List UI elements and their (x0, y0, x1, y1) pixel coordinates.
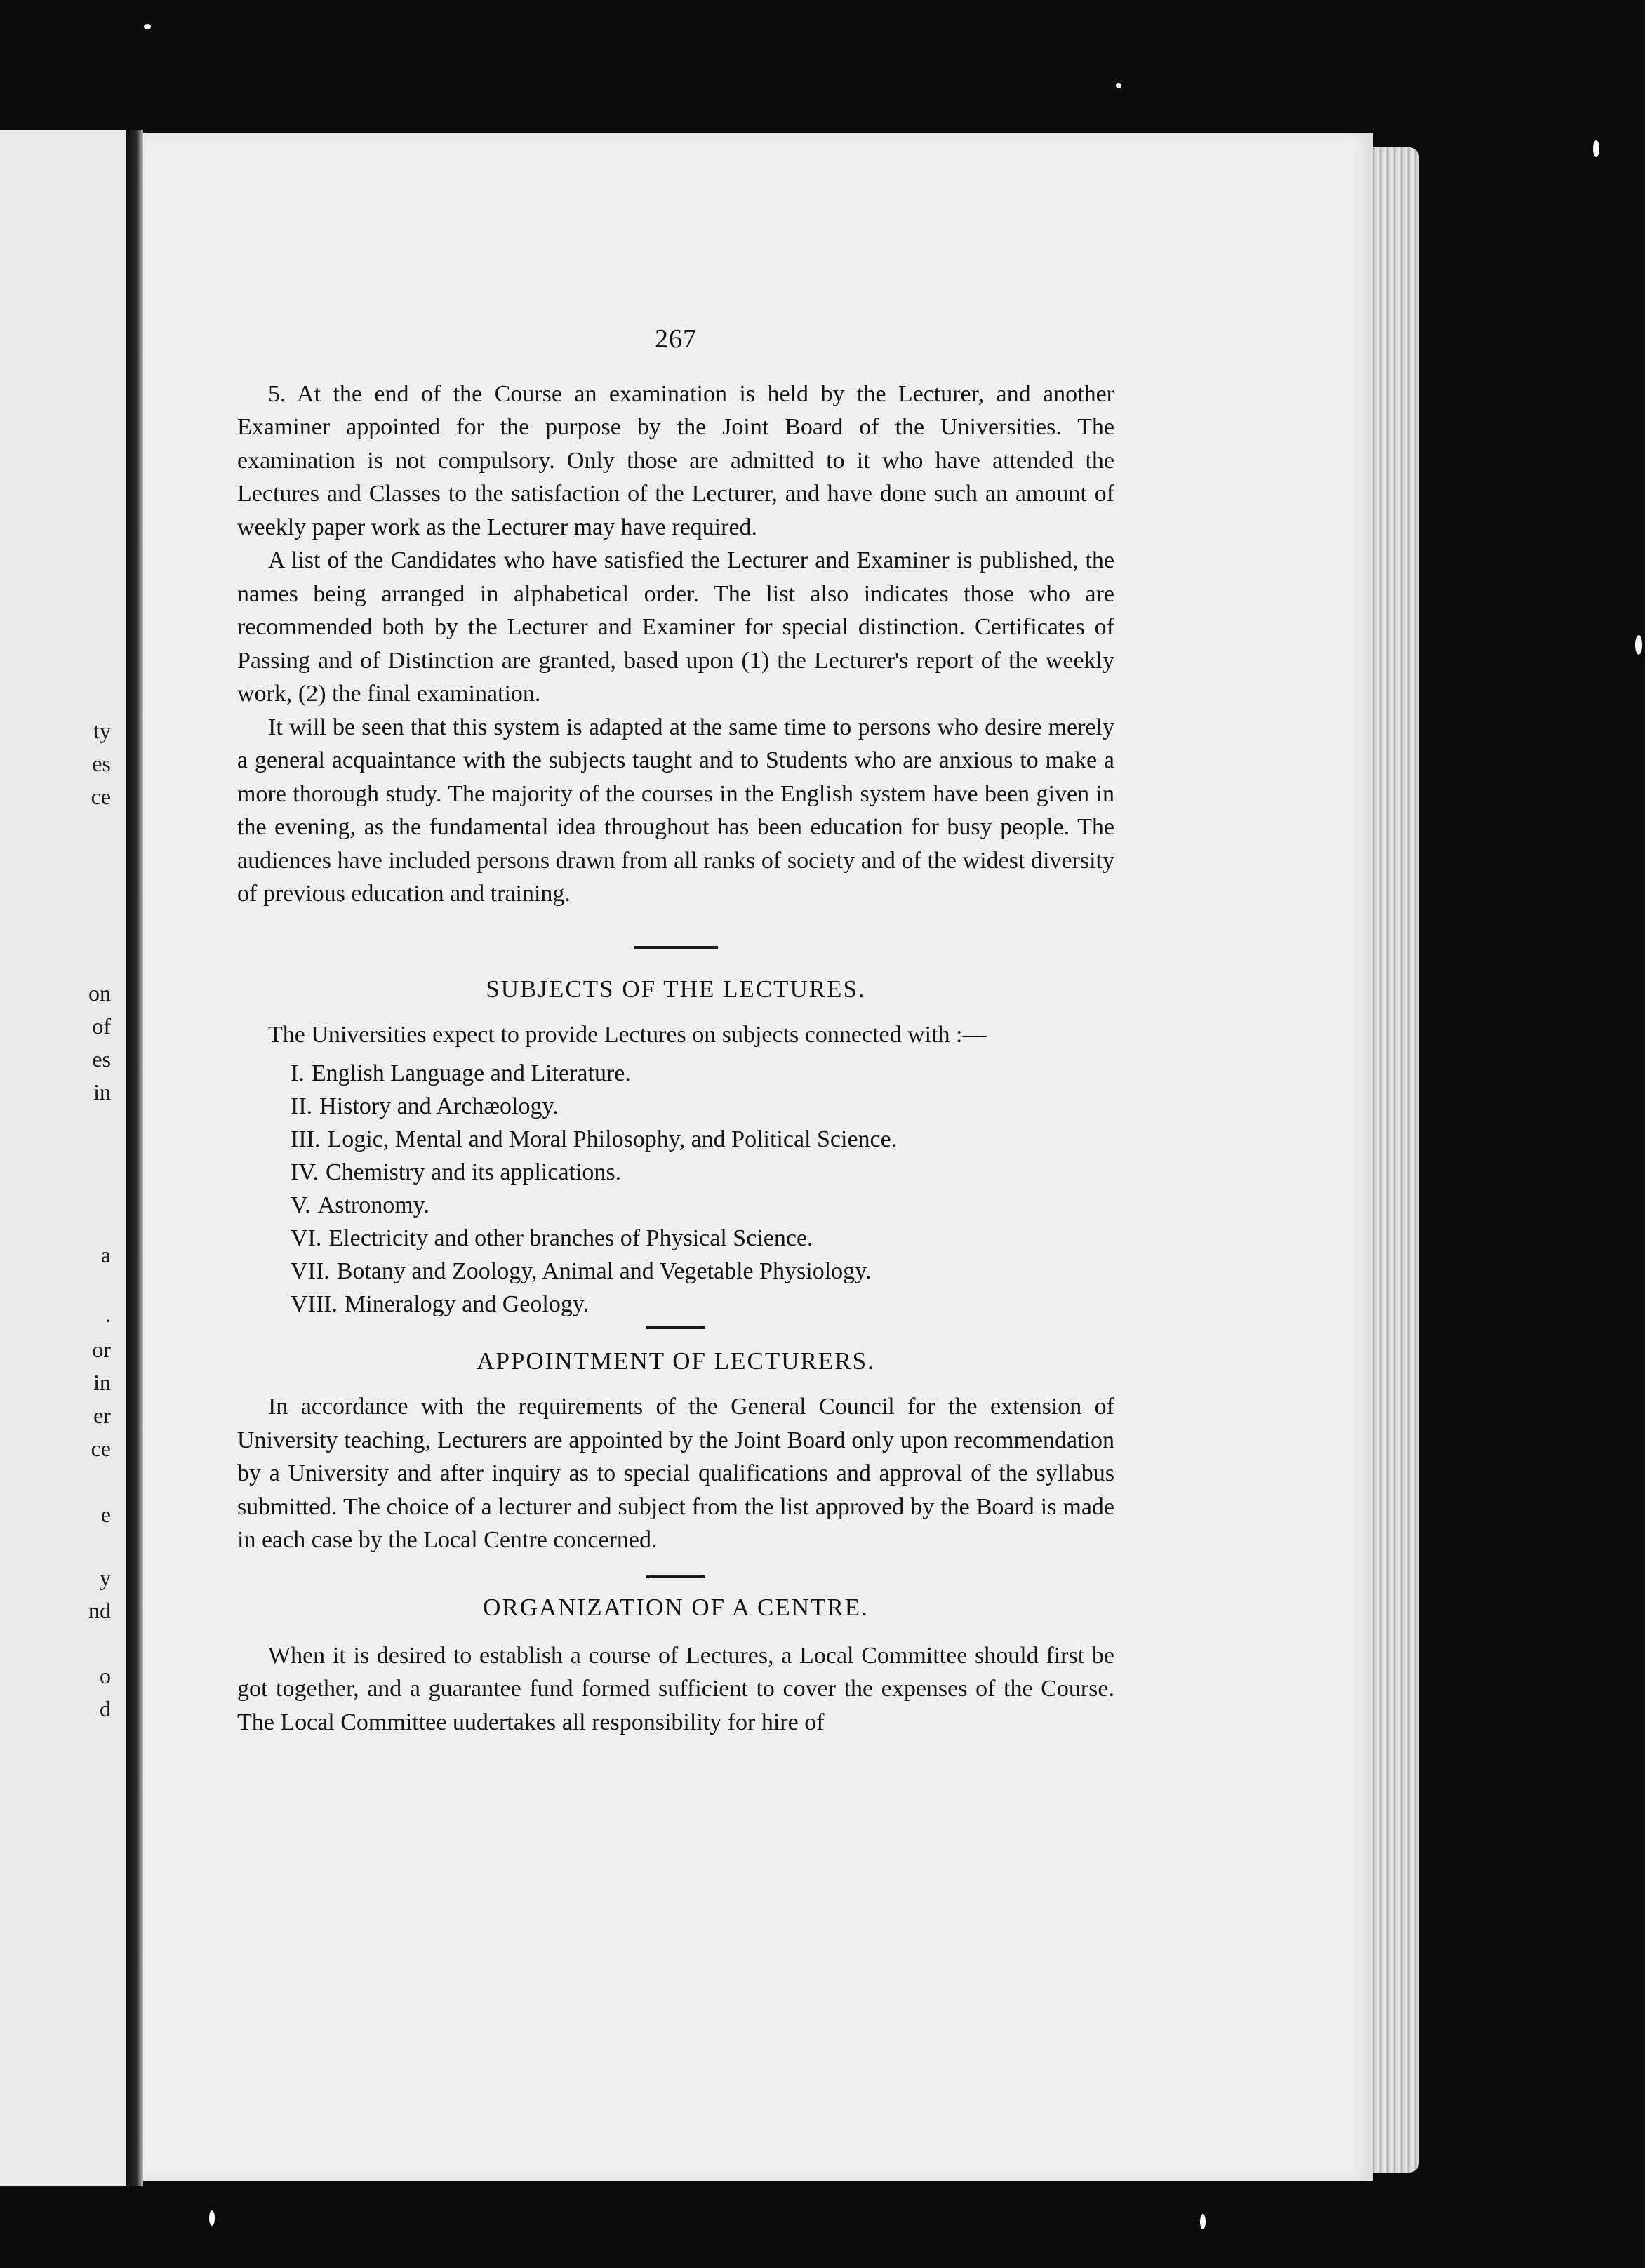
left-page-fragment: d (100, 1696, 111, 1721)
left-page-fragment: ce (91, 784, 111, 809)
left-page-fragment: in (93, 1370, 111, 1395)
scan-speck (209, 2210, 215, 2226)
left-page-fragment: ce (91, 1436, 111, 1461)
page-edges (1368, 147, 1419, 2173)
list-item: V. Astronomy. (291, 1192, 429, 1218)
book-gutter (126, 130, 143, 2186)
page-number: 267 (655, 324, 697, 354)
left-page-fragment: in (93, 1079, 111, 1105)
section-heading-appointment: APPOINTMENT OF LECTURERS. (477, 1347, 875, 1375)
list-item: I. English Language and Literature. (291, 1060, 631, 1086)
scan-speck (144, 24, 151, 29)
subjects-intro: The Universities expect to provide Lectures on subjects connected with :— (268, 1021, 987, 1048)
subjects-list (237, 1057, 1114, 1321)
scan-speck (1200, 2214, 1206, 2229)
left-page-fragment: nd (88, 1598, 111, 1623)
section-heading-subjects: SUBJECTS OF THE LECTURES. (486, 975, 866, 1003)
paragraph-appointment: In accordance with the requirements of the General Council for the extension of University teaching, Lecturers are appointed by the Joint Board only upon recommendation by a University and after inquiry as to special qualifications and approval of the syllabus submitted. The choice of a lecturer and subject from the list approved by the Board is made in each case by the Local Centre concerned. (237, 1394, 1114, 1553)
left-page-fragment: . (105, 1302, 111, 1327)
left-page-fragment: of (92, 1013, 111, 1039)
list-item: VI. Electricity and other branches of Physical Science. (291, 1225, 813, 1251)
left-page-fragment: on (88, 980, 111, 1006)
scan-speck (1116, 83, 1121, 88)
list-item: VII. Botany and Zoology, Animal and Vegetable Physiology. (291, 1258, 872, 1284)
left-page-fragment: a (100, 1242, 111, 1267)
list-item: III. Logic, Mental and Moral Philosophy, and Political Science. (291, 1126, 898, 1152)
page-text (237, 323, 1114, 1739)
left-page-fragment: es (92, 751, 111, 776)
paragraph-candidates-list: A list of the Candidates who have satisfied the Lecturer and Examiner is published, the names being arranged in alphabetical order. The list also indicates those who are recommended both by the Lecturer and Examiner for special distinction. Certificates of Passing and of Distinction are granted, based upon (1) the Lecturer's report of the weekly work, (2) the final examination. (237, 547, 1114, 707)
left-page-fragment: o (100, 1663, 111, 1688)
left-page-fragment: y (100, 1565, 111, 1590)
left-page-fragment: er (93, 1403, 111, 1428)
left-page-fragment: ty (93, 718, 111, 743)
section-heading-organization: ORGANIZATION OF A CENTRE. (483, 1593, 869, 1621)
left-page-fragment: e (100, 1502, 111, 1527)
scan-speck (1635, 635, 1642, 655)
left-page-fragment: es (92, 1046, 111, 1072)
scan-speck (1593, 140, 1599, 157)
paragraph-examination: 5. At the end of the Course an examination is held by the Lecturer, and another Examiner appointed for the purpose by the Joint Board of the Universities. The examination is not compulsory. Only those are admitted to it who have attended the Lectures and Classes to the satisfaction of the Lecturer, and have done such an amount of weekly paper work as the Lecturer may have required. (237, 380, 1114, 540)
paragraph-system-adapted: It will be seen that this system is adapted at the same time to persons who desire merely a general acquaintance with the subjects taught and to Students who are anxious to make a more thorough study. The majority of the courses in the English system have been given in the evening, as the fundamental idea throughout has been education for busy people. The audiences have included persons drawn from all ranks of society and of the widest diversity of previous education and training. (237, 714, 1114, 907)
list-item: VIII. Mineralogy and Geology. (291, 1291, 590, 1317)
paragraph-organization: When it is desired to establish a course of Lectures, a Local Committee should first be got together, and a guarantee fund formed sufficient to cover the expenses of the Course. The Local Committee uudertakes all responsibility for hire of (237, 1642, 1114, 1735)
list-item: IV. Chemistry and its applications. (291, 1159, 622, 1185)
left-facing-page (0, 130, 126, 2186)
left-page-fragment: or (92, 1337, 111, 1362)
list-item: II. History and Archæology. (291, 1093, 559, 1119)
